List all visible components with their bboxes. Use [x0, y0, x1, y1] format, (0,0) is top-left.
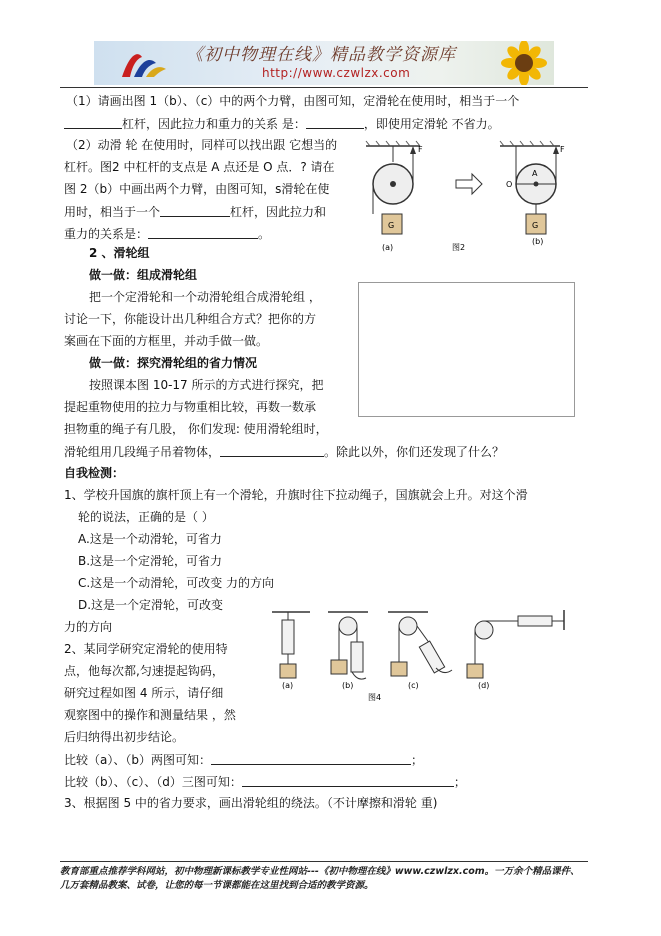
para2-line2: 提起重物使用的拉力与物重相比较，再数一数承 [64, 400, 317, 414]
para2-line4-text-a: 滑轮组用几段绳子吊着物体， [64, 445, 221, 459]
q2-line5 [64, 226, 270, 241]
site-logo-icon [116, 45, 172, 81]
option-d-cont: 力的方向 [64, 620, 113, 634]
q2-line4 [64, 204, 326, 219]
para1-line1: 把一个定滑轮和一个动滑轮组合成滑轮组 ， [89, 290, 321, 304]
caption-a: (a) [382, 243, 394, 252]
answer-blank[interactable] [211, 752, 411, 765]
figure-2-pulleys [360, 140, 580, 255]
q1-line2-text-a: 杠杆，因此拉力和重力的关系 是： [122, 117, 306, 131]
caption-b: (b) [532, 237, 544, 246]
label-f-b: F [560, 145, 565, 154]
fig4-caption-c: (c) [408, 681, 419, 690]
arrow-right-icon [456, 174, 482, 194]
q2-line5-text-a: 重力的关系是： [64, 227, 149, 241]
answer-blank[interactable] [148, 226, 258, 239]
caption-fig2: 图2 [452, 243, 466, 252]
option-c[interactable]: C.这是一个动滑轮，可改变 力的方向 [78, 576, 275, 590]
option-b[interactable]: B.这是一个定滑轮，可省力 [78, 554, 223, 568]
answer-blank[interactable] [306, 116, 364, 129]
sunflower-icon [494, 41, 552, 85]
answer-blank[interactable] [64, 116, 122, 129]
label-g-a: G [388, 221, 395, 230]
q2-line4-text-a: 用时，相当于一个 [64, 205, 161, 219]
compare-line-1 [64, 752, 423, 767]
label-a: A [532, 169, 538, 178]
sc-q2-line3: 研究过程如图 4 所示，请仔细 [64, 686, 224, 700]
q1-line2-text-b: ，即使用定滑轮 不省力。 [363, 117, 500, 131]
q1-line2 [64, 116, 500, 131]
fig4-title: 图4 [368, 693, 382, 702]
fig4-caption-b: (b) [342, 681, 354, 690]
para2-line3: 担物重的绳子有几股， 你们发现: 使用滑轮组时， [64, 422, 328, 436]
compare-line-2 [64, 774, 466, 789]
label-f-a: F [418, 145, 423, 154]
selfcheck-heading: 自我检测： [64, 466, 125, 480]
q2-line3: 图 2（b）中画出两个力臂，由图可知，s滑轮在使 [64, 182, 330, 196]
label-o: O [506, 180, 513, 189]
compare-2-text: 比较（b）、（c）、（d）三图可知： [64, 775, 242, 789]
site-title: 《初中物理在线》精品教学资源库 [186, 45, 456, 65]
footer-line-2: 几万套精品教案、试卷，让您的每一节课都能在这里找到合适的教学资源。 [60, 880, 374, 891]
sc-q2-line4: 观察图中的操作和测量结果 ，然 [64, 708, 236, 722]
footer-line-1: 教育部重点推荐学科网站，初中物理新课标教学专业性网站---《初中物理在线》www.czwlzx.com。一万余个精品课件、 [60, 866, 580, 877]
sc-q2-line2: 点，他每次都,匀速提起钩码， [64, 664, 224, 678]
activity-heading-1: 做一做：组成滑轮组 [89, 268, 198, 282]
site-url[interactable]: http://www.czwlzx.com [262, 66, 411, 80]
para2-line4 [64, 444, 504, 459]
section-heading: 2 、滑轮组 [89, 246, 150, 260]
drawing-answer-box[interactable] [358, 282, 575, 417]
sc-q1-line2: 轮的说法，正确的是（ ） [78, 510, 214, 524]
sc-q2-line5: 后归纳得出初步结论。 [64, 730, 185, 744]
fig4-caption-d: (d) [478, 681, 490, 690]
para1-line3: 案画在下面的方框里，并动手做一做。 [64, 334, 269, 348]
sc-q3: 3、根据图 5 中的省力要求，画出滑轮组的绕法。（不计摩擦和滑轮 重) [64, 796, 438, 810]
q2-line2: 杠杆。图2 中杠杆的支点是 A 点还是 O 点．? 请在 [64, 160, 335, 174]
compare-1-end: ； [410, 753, 423, 767]
para2-line1: 按照课本图 10-17 所示的方式进行探究，把 [89, 378, 324, 392]
q2-line1: （2）动滑 轮 在使用时，同样可以找出跟 它想当的 [66, 138, 338, 152]
answer-blank[interactable] [220, 444, 324, 457]
para1-line2: 讨论一下，你能设计出几种组合方式？把你的方 [64, 312, 317, 326]
label-g-b: G [532, 221, 539, 230]
figure-4-spring-scales [268, 606, 578, 702]
q1-line1: （1）请画出图 1（b）、（c）中的两个力臂，由图可知，定滑轮在使用时，相当于一个 [66, 94, 520, 108]
para2-line4-text-b: 。除此以外，你们还发现了什么？ [324, 445, 505, 459]
option-a[interactable]: A.这是一个动滑轮，可省力 [78, 532, 222, 546]
header-banner [94, 41, 554, 85]
fig4-caption-a: (a) [282, 681, 294, 690]
q2-line4-text-b: 杠杆，因此拉力和 [230, 205, 327, 219]
header-divider [60, 87, 588, 88]
sc-q2-line1: 2、某同学研究定滑轮的使用特 [64, 642, 228, 656]
activity-heading-2: 做一做：探究滑轮组的省力情况 [89, 356, 258, 370]
compare-1-text: 比较（a）、（b）两图可知： [64, 753, 211, 767]
footer-divider [60, 861, 588, 862]
answer-blank[interactable] [160, 204, 230, 217]
compare-2-end: ； [453, 775, 466, 789]
answer-blank[interactable] [242, 774, 454, 787]
option-d[interactable]: D.这是一个定滑轮，可改变 [78, 598, 224, 612]
q2-line5-text-b: 。 [258, 227, 271, 241]
sc-q1-line1: 1、学校升国旗的旗杆顶上有一个滑轮，升旗时往下拉动绳子，国旗就会上升。对这个滑 [64, 488, 528, 502]
